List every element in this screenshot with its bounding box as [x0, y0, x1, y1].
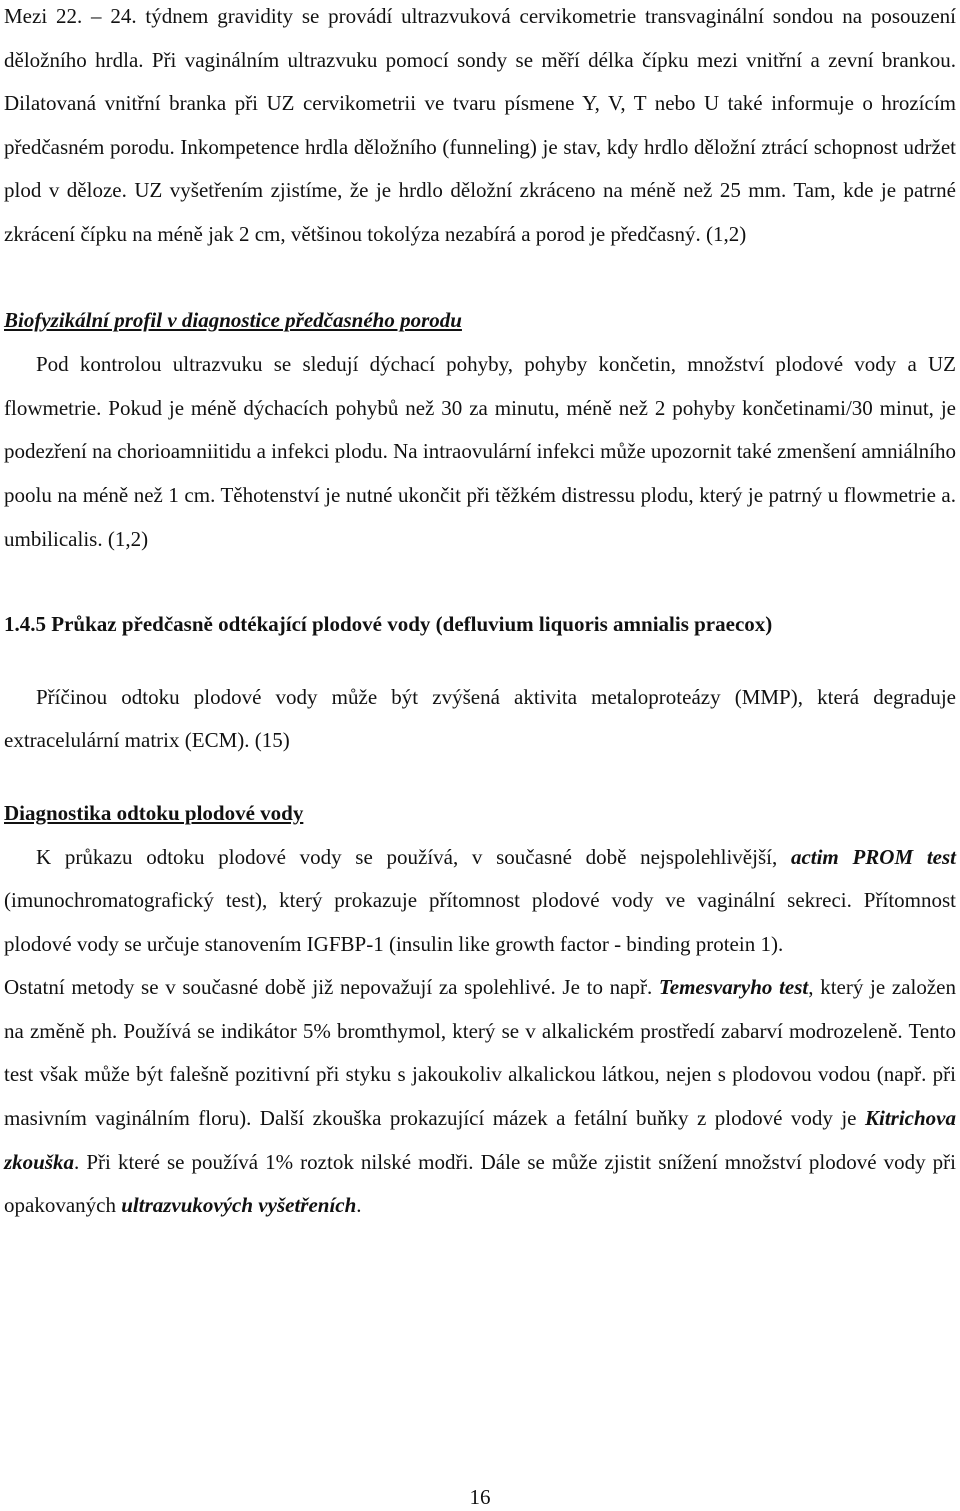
actim-prom-test-term: actim PROM test — [790, 844, 957, 869]
diagnostics-text-1b: (imunochromatografický test), který prokazuje přítomnost plodové vody ve vaginální sekreci. Přítomnost plodové vody se určuje stanovením IGFBP-1 (insulin like growth factor - binding protein 1). — [4, 888, 956, 956]
section-heading-1-4-5: 1.4.5 Průkaz předčasně odtékající plodové vody (defluvium liquoris amnialis praecox) — [4, 612, 773, 637]
biophysical-profile-paragraph — [4, 343, 956, 561]
diagnostics-paragraph-2 — [4, 966, 956, 1228]
temesvary-test-term: Temesvaryho test — [658, 975, 809, 1000]
diagnostics-paragraph-1 — [4, 836, 956, 967]
diagnostics-text-2a: Ostatní metody se v současné době již nepovažují za spolehlivé. Je to např. — [4, 975, 659, 1000]
biophysical-profile-heading: Biofyzikální profil v diagnostice předčasného porodu — [4, 307, 462, 332]
diagnostics-text-2b: , který je založen na změně ph. Používá se indikátor 5% bromthymol, který se v alkalickém prostředí zabarví modrozeleně. Tento test však může být falešně pozitivní při styku s jakoukoliv alkalickou látkou, nejen s plodovou vodou (např. při masivním vaginálním floru). Další zkouška prokazující mázek a fetální buňky z plodové vody je — [4, 975, 956, 1131]
kitrich-test-term: Kitrichova zkouška — [4, 1106, 956, 1174]
amniotic-fluid-cause-paragraph — [4, 676, 956, 763]
diagnostics-text-1a: K průkazu odtoku plodové vody se používá, v současné době nejspolehlivější, — [36, 844, 791, 869]
diagnostics-heading: Diagnostika odtoku plodové vody — [4, 800, 304, 825]
cervicometry-paragraph — [4, 0, 956, 257]
biophysical-profile-text: Pod kontrolou ultrazvuku se sledují dýchací pohyby, pohyby končetin, množství plodové vody a UZ flowmetrie. Pokud je méně dýchacích pohybů než 30 za minutu, méně než 2 pohyby končetinami/30 minut, je podezření na chorioamniitidu a infekci plodu. Na intraovulární infekci může upozornit také zmenšení amniálního poolu na méně než 1 cm. Těhotenství je nutné ukončit při těžkém distressu plodu, který je patrný u flowmetrie a. umbilicalis. (1,2) — [4, 352, 956, 551]
cervicometry-text: Mezi 22. – 24. týdnem gravidity se provádí ultrazvuková cervikometrie transvaginální sondou na posouzení děložního hrdla. Při vaginálním ultrazvuku pomocí sondy se měří délka čípku mezi vnitřní a zevní brankou. Dilatovaná vnitřní branka při UZ cervikometrii ve tvaru písmene Y, V, T nebo U také informuje o hrozícím předčasném porodu. Inkompetence hrdla děložního (funneling) je stav, kdy hrdlo děložní ztrácí schopnost udržet plod v děloze. UZ vyšetřením zjistíme, že je hrdlo děložní zkráceno na méně než 25 mm. Tam, kde je patrné zkrácení čípku na méně jak 2 cm, většinou tokolýza nezabírá a porod je předčasný. (1,2) — [4, 4, 956, 246]
document-page — [4, 0, 956, 1228]
page-number: 16 — [469, 1485, 491, 1509]
amniotic-fluid-cause-text: Příčinou odtoku plodové vody může být zvýšená aktivita metaloproteázy (MMP), která degraduje extracelulární matrix (ECM). (15) — [4, 684, 956, 753]
ultrasound-exams-term: ultrazvukových vyšetřeních — [121, 1193, 357, 1218]
diagnostics-text-2d: . — [356, 1193, 362, 1218]
diagnostics-text-2c: . Při které se používá 1% roztok nilské modři. Dále se může zjistit snížení množství plodové vody při opakovaných — [4, 1149, 956, 1218]
